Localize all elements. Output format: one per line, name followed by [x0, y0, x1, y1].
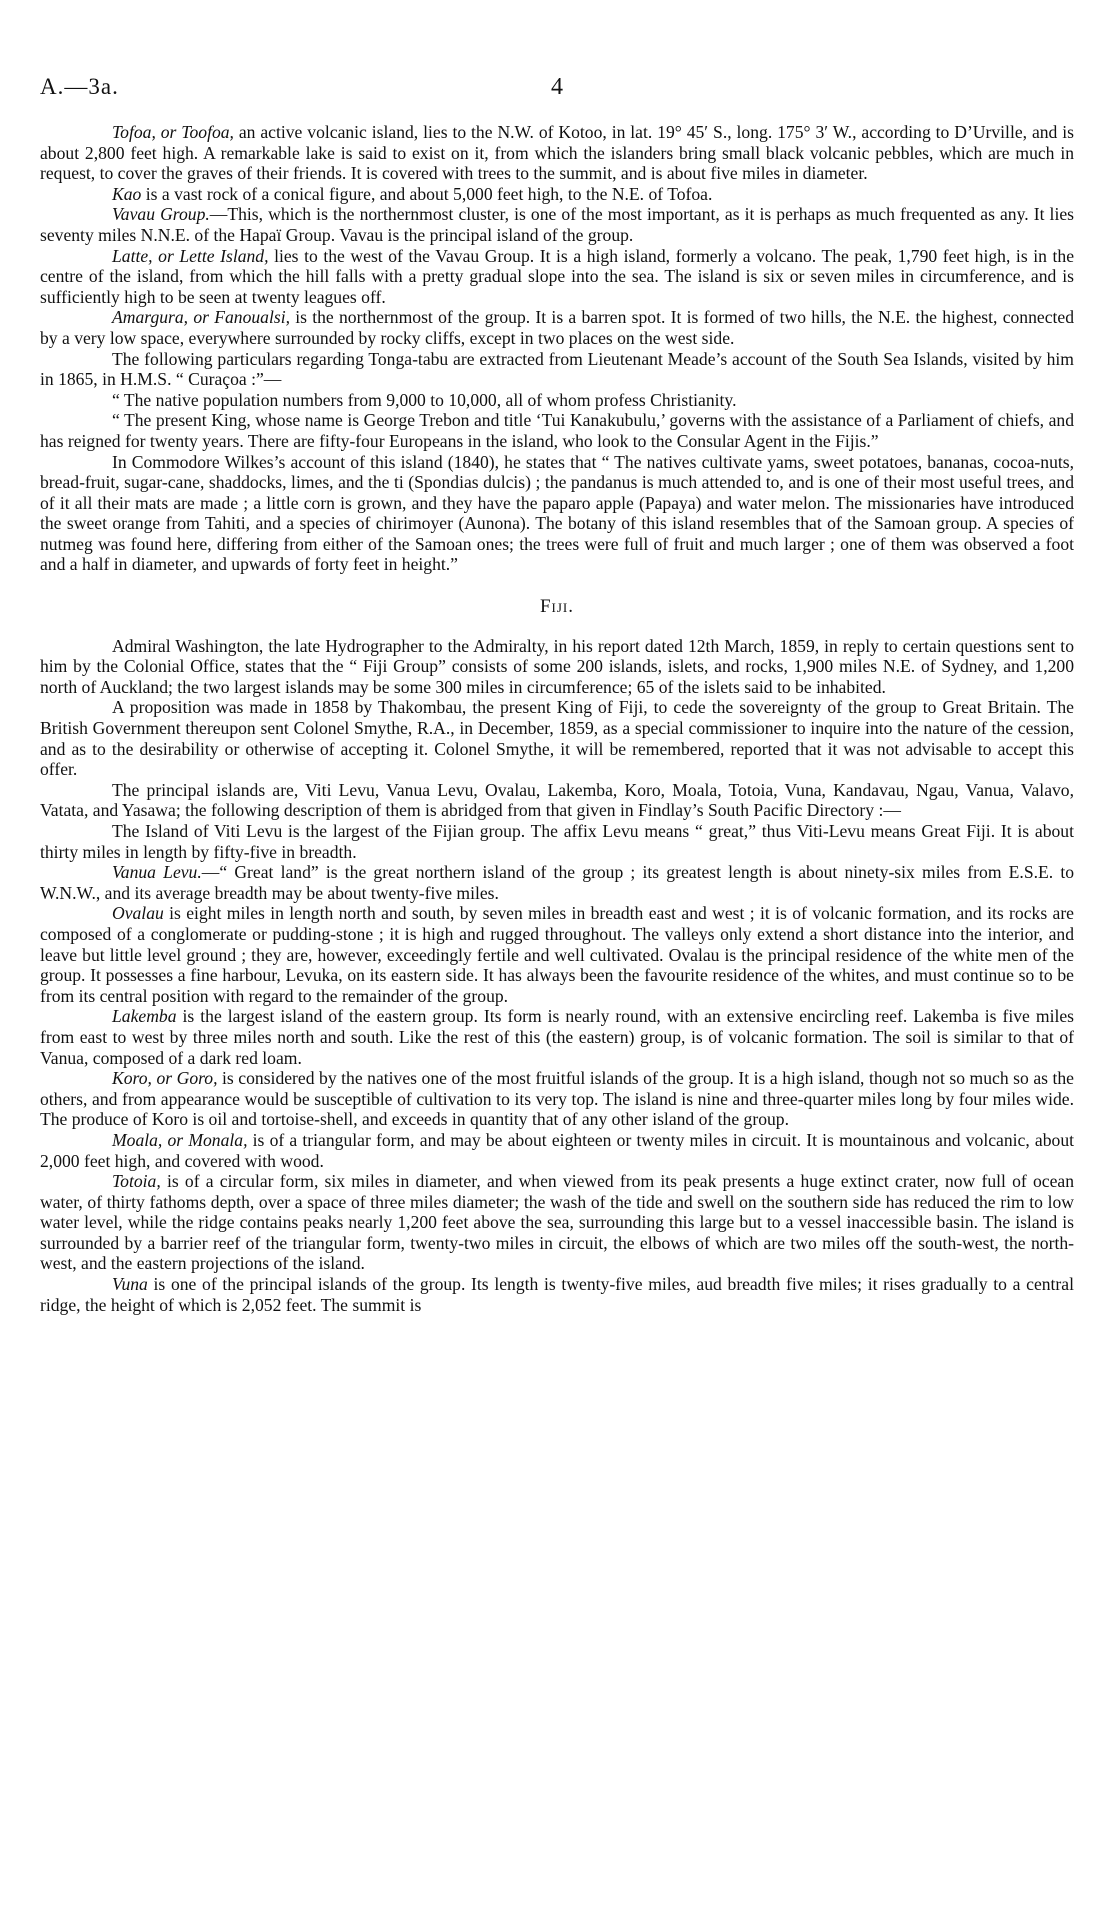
paragraph-lead: Amargura, or Fanoualsi,: [112, 307, 290, 328]
paragraph: [40, 204, 1074, 245]
paragraph: [40, 821, 1074, 862]
paragraph-lead: Vanua Levu.: [112, 862, 202, 883]
paragraph: [40, 452, 1074, 576]
paragraph-lead: Tofoa, or Toofoa,: [112, 122, 234, 142]
paragraph-text: “ The present King, whose name is George Trebon and title ‘Tui Kanakubulu,’ governs with the assistance of a Parliament of chiefs, and has reigned for twenty years. There are fifty-four Europeans in the island, who look to the Consular Agent in the Fijis.”: [40, 410, 1074, 451]
paragraph-text: Admiral Washington, the late Hydrographer to the Admiralty, in his report dated 12th March, 1859, in reply to certain questions sent to him by the Colonial Office, states that the “ Fiji Group” consists of some 200 islands, islets, and rocks, 1,900 miles N.E. of Sydney, and 1,200 north of Auckland; the two largest islands may be some 300 miles in circumference; 65 of the islets said to be inhabited.: [40, 635, 1074, 697]
tonga-section: [40, 122, 1074, 575]
paragraph-text: The following particulars regarding Tonga-tabu are extracted from Lieutenant Meade’s account of the South Sea Islands, visited by him in 1865, in H.M.S. “ Curaçoa :”—: [40, 348, 1074, 390]
paragraph-text: The Island of Viti Levu is the largest of the Fijian group. The affix Levu means “ great,” thus Viti-Levu means Great Fiji. It is about thirty miles in length by fifty-five in breadth.: [40, 821, 1074, 862]
section-heading-fiji: Fiji.: [539, 596, 575, 618]
paragraph: [40, 862, 1074, 903]
paragraph: [40, 307, 1074, 348]
paragraph-text: is the northernmost of the group. It is a barren spot. It is formed of two hills, the N.E. the highest, connected by a very low space, everywhere surrounded by rocky cliffs, except in two places on the west side.: [40, 307, 1074, 348]
paragraph: [40, 246, 1074, 308]
paragraph-text: is of a circular form, six miles in diameter, and when viewed from its peak presents a huge extinct crater, now full of ocean water, of thirty fathoms depth, over a space of three miles diameter; the wash of the tide and swell on the southern side has reduced the rim to low water level, while the ridge contains peaks nearly 1,200 feet above the sea, surrounding this large but to a vessel inaccessible basin. The island is surrounded by a barrier reef of the triangular form, twenty-two miles in circuit, the elbows of which are two miles off the south-west, the north-west, and the eastern projections of the island.: [40, 1171, 1074, 1274]
paragraph: [40, 1006, 1074, 1068]
paragraph: [40, 410, 1074, 451]
paragraph-lead: Latte, or Lette Island,: [112, 245, 269, 266]
paragraph-text: is a vast rock of a conical figure, and about 5,000 feet high, to the N.E. of Tofoa.: [141, 183, 713, 204]
paragraph-text: lies to the west of the Vavau Group. It is a high island, formerly a volcano. The peak, 1,790 feet high, is in the centre of the island, from which the hill falls with a pretty gradual slope into the sea. The island is six or seven miles in circumference, and is sufficiently high to be seen at twenty leagues off.: [40, 245, 1075, 307]
paragraph: [40, 349, 1074, 390]
paragraph-lead: Vavau Group.: [112, 204, 210, 225]
paragraph-lead: Koro, or Goro,: [112, 1068, 218, 1089]
paragraph: [40, 122, 1074, 184]
paragraph-text: —This, which is the northernmost cluster, is one of the most important, as it is perhaps as much frequented as any. It lies seventy miles N.N.E. of the Hapaï Group. Vavau is the principal island of the group.: [40, 204, 1074, 245]
paragraph: [40, 390, 1074, 411]
fiji-section: [40, 636, 1074, 1316]
paragraph-text: is of a triangular form, and may be about eighteen or twenty miles in circuit. It is mountainous and volcanic, about 2,000 feet high, and covered with wood.: [40, 1129, 1075, 1171]
paragraph: [40, 780, 1074, 821]
series-reference: A.—3a.: [40, 74, 119, 99]
paragraph: [40, 636, 1074, 698]
paragraph-text: —“ Great land” is the great northern island of the group ; its greatest length is about ninety-six miles from E.S.E. to W.N.W., and its average breadth may be about twenty-five miles.: [40, 862, 1075, 903]
page-number: 4: [551, 74, 563, 100]
paragraph-lead: Ovalau: [112, 903, 164, 924]
paragraph-text: is one of the principal islands of the group. Its length is twenty-five miles, aud breadth five miles; it rises gradually to a central ridge, the height of which is 2,052 feet. The summit is: [40, 1274, 1074, 1315]
page-header: [40, 74, 1074, 104]
document-body: [40, 122, 1074, 1315]
paragraph-text: is considered by the natives one of the most fruitful islands of the group. It is a high island, though not so much so as the others, and from appearance would be susceptible of cultivation to its very top. The island is nine and three-quarter miles long by four miles wide. The produce of Koro is oil and tortoise-shell, and exceeds in quantity that of any other island of the group.: [40, 1068, 1074, 1130]
paragraph-text: In Commodore Wilkes’s account of this island (1840), he states that “ The natives cultivate yams, sweet potatoes, bananas, cocoa-nuts, bread-fruit, sugar-cane, shaddocks, limes, and the ti (Spondias dulcis) ; the pandanus is much attended to, and is one of their most useful trees, and of it all their mats are made ; a little corn is grown, and they have the paparo apple (Papaya) and water melon. The missionaries have introduced the sweet orange from Tahiti, and a species of chirimoyer (Aunona). The botany of this island resembles that of the Samoan group. A species of nutmeg was found here, differing from either of the Samoan ones; the trees were full of fruit and much larger ; one of them was observed a foot and a half in diameter, and upwards of forty feet in height.”: [40, 451, 1074, 575]
paragraph-text: an active volcanic island, lies to the N.W. of Kotoo, in lat. 19° 45′ S., long. 175° 3′ W., according to D’Urville, and is about 2,800 feet high. A remarkable lake is said to exist on it, from which the islanders bring small black volcanic pebbles, which are much in request, to cover the graves of their friends. It is covered with trees to the summit, and is about five miles in diameter.: [40, 122, 1074, 184]
paragraph: [40, 1068, 1074, 1130]
paragraph-lead: Kao: [112, 183, 142, 204]
paragraph-text: “ The native population numbers from 9,000 to 10,000, all of whom profess Christianity.: [112, 389, 737, 410]
paragraph-text: is eight miles in length north and south, by seven miles in breadth east and west ; it is of volcanic formation, and its rocks are composed of a conglomerate or pudding-stone ; it is high and rugged throughout. The valleys only extend a short distance into the interior, and leave but little level ground ; they are, however, exceedingly fertile and well cultivated. Ovalau is the principal residence of the white men of the group. It possesses a fine harbour, Levuka, on its eastern side. It has always been the favourite residence of the whites, and must continue so to be from its central position with regard to the remainder of the group.: [40, 903, 1074, 1006]
paragraph-text: The principal islands are, Viti Levu, Vanua Levu, Ovalau, Lakemba, Koro, Moala, Totoia, Vuna, Kandavau, Ngau, Vanua, Valavo, Vatata, and Yasawa; the following description of them is abridged from that given in Findlay’s South Pacific Directory :—: [40, 779, 1074, 821]
paragraph-lead: Totoia,: [112, 1171, 161, 1192]
paragraph-text: A proposition was made in 1858 by Thakombau, the present King of Fiji, to cede the sovereignty of the group to Great Britain. The British Government thereupon sent Colonel Smythe, R.A., in December, 1859, as a special commissioner to inquire into the nature of the cession, and as to the desirability or otherwise of accepting it. Colonel Smythe, it will be remembered, reported that it was not advisable to accept this offer.: [40, 697, 1074, 780]
paragraph: [40, 1130, 1074, 1171]
paragraph-lead: Moala, or Monala,: [112, 1129, 248, 1150]
paragraph: [40, 1171, 1074, 1274]
paragraph-lead: Vuna: [112, 1274, 148, 1295]
paragraph: [40, 903, 1074, 1006]
paragraph: [40, 697, 1074, 779]
paragraph-lead: Lakemba: [112, 1006, 177, 1027]
paragraph: [40, 1274, 1074, 1315]
paragraph: [40, 184, 1074, 205]
paragraph-text: is the largest island of the eastern group. Its form is nearly round, with an extensive encircling reef. Lakemba is five miles from east to west by three miles north and south. Like the rest of this (the eastern) group, is of volcanic formation. The soil is similar to that of Vanua, composed of a dark red loam.: [40, 1006, 1074, 1068]
